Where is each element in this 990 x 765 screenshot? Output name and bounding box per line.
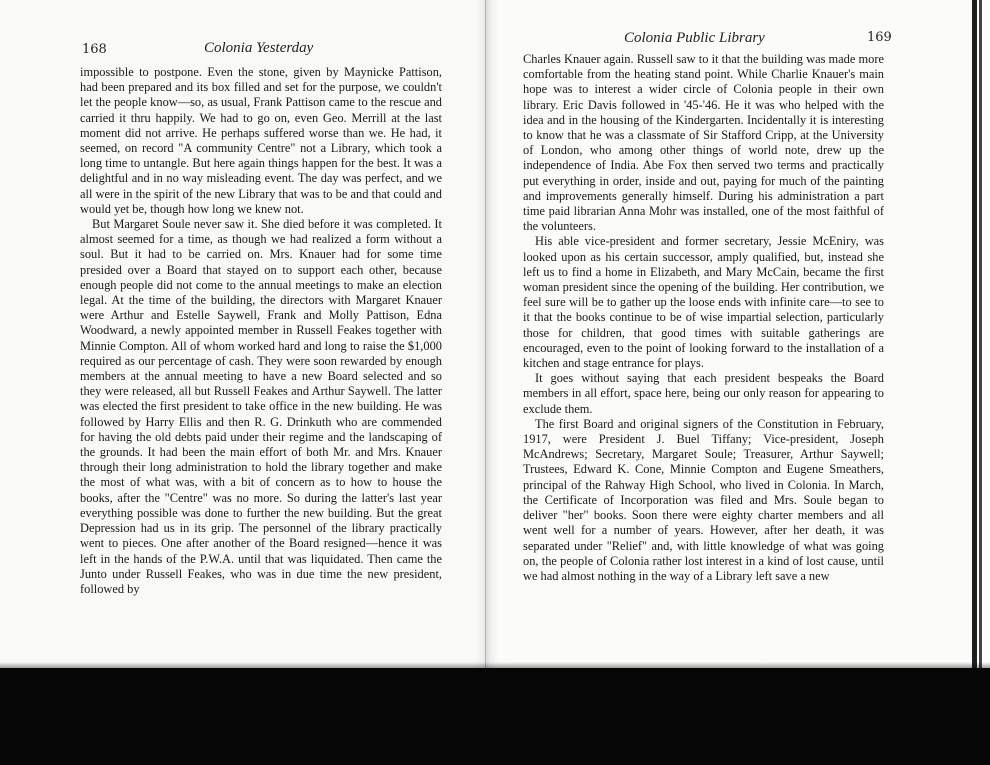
right-paragraph-2: His able vice-president and former secretary, Jessie McEniry, was looked upon as his certain successor, amply qualified, but, instead she left us to find a home in Elizabeth, and Mary McCain, became the first woman president since the opening of the building. Her contribution, we feel sure will be to gather up the loose ends with infinite care—to see to it that the books continue to be of wise impartial selection, particularly those for children, that good times with suitable gatherings are encouraged, even to the point of looking forward to the installation of a kitchen and stage entrance for plays. — [523, 234, 884, 371]
right-paragraph-3: It goes without saying that each president bespeaks the Board members in all effort, space here, being our only reason for appearing to exclude them. — [523, 371, 884, 416]
right-running-title: Colonia Public Library — [624, 30, 765, 46]
right-page-body — [523, 52, 884, 584]
left-page-number: 168 — [82, 42, 107, 57]
right-page — [485, 0, 975, 672]
book-gutter-line — [485, 0, 486, 672]
left-page — [0, 0, 485, 672]
page-edge-dark — [972, 0, 977, 672]
left-paragraph-2: But Margaret Soule never saw it. She died before it was completed. It almost seemed for a time, as though we had realized a form without a soul. But it had to be carried on. Mrs. Knauer had for some time presided over a Board that stayed on to support each other, because enough people did not come to the annual meetings to make an election legal. At the time of the building, the directors with Margaret Knauer were Arthur and Estelle Saywell, Frank and Molly Pattison, Edna Woodward, a newly appointed member in Russell Feakes together with Minnie Compton. All of whom worked hard and long to raise the $1,000 required as our percentage of cash. They were soon rewarded by enough members at the annual meeting to have a new Board selected and so they were released, all but Russell Feakes and Arthur Saywell. The latter was elected the first president to take office in the new building. He was followed by Harry Ellis and then R. G. Drinkuth who are commended for having the old debts paid under their regime and the landscaping of the grounds. It had been the main effort of both Mr. and Mrs. Knauer through their long administration to hold the library together and make the most of what was, with a bit of concern as to how to house the books, after the "Centre" was no more. So during the latter's last year everything possible was done to further the new building. But the great Depression had us in its grip. The personnel of the library practically went to pieces. One after another of the Board resigned—hence it was left in the hands of the P.W.A. until that was liquidated. Then came the Junto under Russell Feakes, who was in due time the new president, followed by — [80, 217, 442, 596]
book-gutter-shadow — [476, 0, 498, 672]
left-running-title: Colonia Yesterday — [204, 40, 314, 56]
right-paragraph-4: The first Board and original signers of the Constitution in February, 1917, were President J. Buel Tiffany; Vice-president, Joseph McAndrews; Secretary, Margaret Soule; Treasurer, Arthur Saywell; Trustees, Edward K. Cone, Minnie Compton and Eugene Smeathers, principal of the Rahway High School, who lived in Colonia. In March, the Certificate of Incorporation was filed and Mrs. Soule began to deliver "her" books. Soon there were eighty charter members and all went well for a number of years. However, after her death, it was separated under "Relief" and, with little knowledge of what was going on, the people of Colonia rather lost interest in a kind of lost cause, until we had almost nothing in the way of a Library left save a new — [523, 416, 884, 583]
page-edge-shadow — [979, 0, 982, 672]
left-paragraph-1: impossible to postpone. Even the stone, given by Maynicke Pattison, had been prepared and its box filled and set for the purpose, we couldn't let the people know—so, as usual, Frank Pattison came to the rescue and carried it thru happily. We had to go on, even Geo. Merrill at the last moment did not arrive. He perhaps suffered worse than we. He had, it seemed, on record "A community Centre" not a Library, which took a long time to untangle. But here again things happen for the best. It was a delightful and in no way misleading event. The day was perfect, and we all were in the spirit of the new Library that was to be and that could and would yet be, though how long we knew not. — [80, 65, 442, 216]
left-page-body — [80, 65, 442, 597]
right-paragraph-1: Charles Knauer again. Russell saw to it that the building was made more comfortable from the heating stand point. While Charlie Knauer's main hope was to interest a wider circle of Colonia people in their own library. Eric Davis followed in '45-'46. He it was who helped with the idea and in the housing of the Kindergarten. Incidentally it is interesting to know that he was a classmate of Sir Stafford Cripp, at the University of London, who among other things of world note, drew up the independence of India. Abe Fox then served two terms and practically put everything in order, inside and out, paying for much of the painting and improvements generally himself. During his administration a part time paid librarian Anna Mohr was installed, one of the most faithful of the volunteers. — [523, 52, 884, 234]
right-page-number: 169 — [867, 30, 892, 45]
scan-bottom-border — [0, 668, 990, 765]
